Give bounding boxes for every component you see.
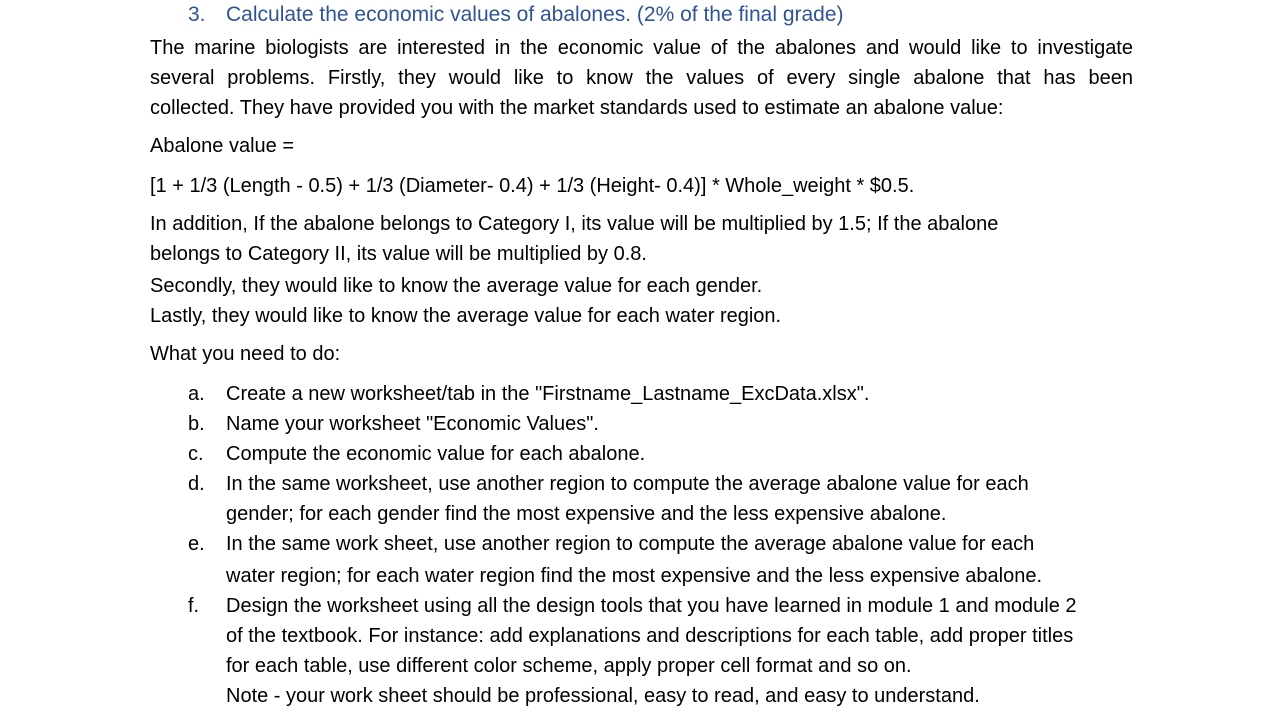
task-line: Design the worksheet using all the design tools that you have learned in module 1 and module 2 xyxy=(226,595,1077,617)
task-marker: b. xyxy=(188,413,205,435)
category-line: belongs to Category II, its value will be multiplied by 0.8. xyxy=(150,243,647,265)
task-line: gender; for each gender find the most expensive and the less expensive abalone. xyxy=(226,503,947,525)
task-line: Create a new worksheet/tab in the "Firstname_Lastname_ExcData.xlsx". xyxy=(226,383,870,405)
intro-line: The marine biologists are interested in the economic value of the abalones and would like to investigate xyxy=(150,37,1133,59)
task-marker: d. xyxy=(188,473,205,495)
todo-heading: What you need to do: xyxy=(150,343,341,365)
task-line: Name your worksheet "Economic Values". xyxy=(226,413,599,435)
task-line: of the textbook. For instance: add explanations and descriptions for each table, add proper titles xyxy=(226,625,1074,647)
task-marker: e. xyxy=(188,533,205,555)
task-marker: f. xyxy=(188,595,200,617)
task-line: water region; for each water region find the most expensive and the less expensive abalone. xyxy=(226,565,1043,587)
category-line: In addition, If the abalone belongs to Category I, its value will be multiplied by 1.5; If the abalone xyxy=(150,213,999,235)
intro-line: several problems. Firstly, they would like to know the values of every single abalone that has been xyxy=(150,67,1133,89)
section-number: 3. xyxy=(188,3,206,26)
task-line: In the same worksheet, use another region to compute the average abalone value for each xyxy=(226,473,1029,495)
formula-label: Abalone value = xyxy=(150,135,295,157)
task-line: Compute the economic value for each abalone. xyxy=(226,443,646,465)
section-title: Calculate the economic values of abalones. (2% of the final grade) xyxy=(226,3,844,26)
secondly-text: Secondly, they would like to know the average value for each gender. xyxy=(150,275,763,297)
task-marker: a. xyxy=(188,383,205,405)
task-line: In the same work sheet, use another region to compute the average abalone value for each xyxy=(226,533,1035,555)
formula-expression: [1 + 1/3 (Length - 0.5) + 1/3 (Diameter- 0.4) + 1/3 (Height- 0.4)] * Whole_weight * $0.5. xyxy=(150,175,915,197)
intro-line: collected. They have provided you with the market standards used to estimate an abalone value: xyxy=(150,97,1004,119)
task-line: for each table, use different color scheme, apply proper cell format and so on. xyxy=(226,655,912,677)
task-note: Note - your work sheet should be professional, easy to read, and easy to understand. xyxy=(226,685,980,707)
task-marker: c. xyxy=(188,443,204,465)
lastly-text: Lastly, they would like to know the average value for each water region. xyxy=(150,305,782,327)
